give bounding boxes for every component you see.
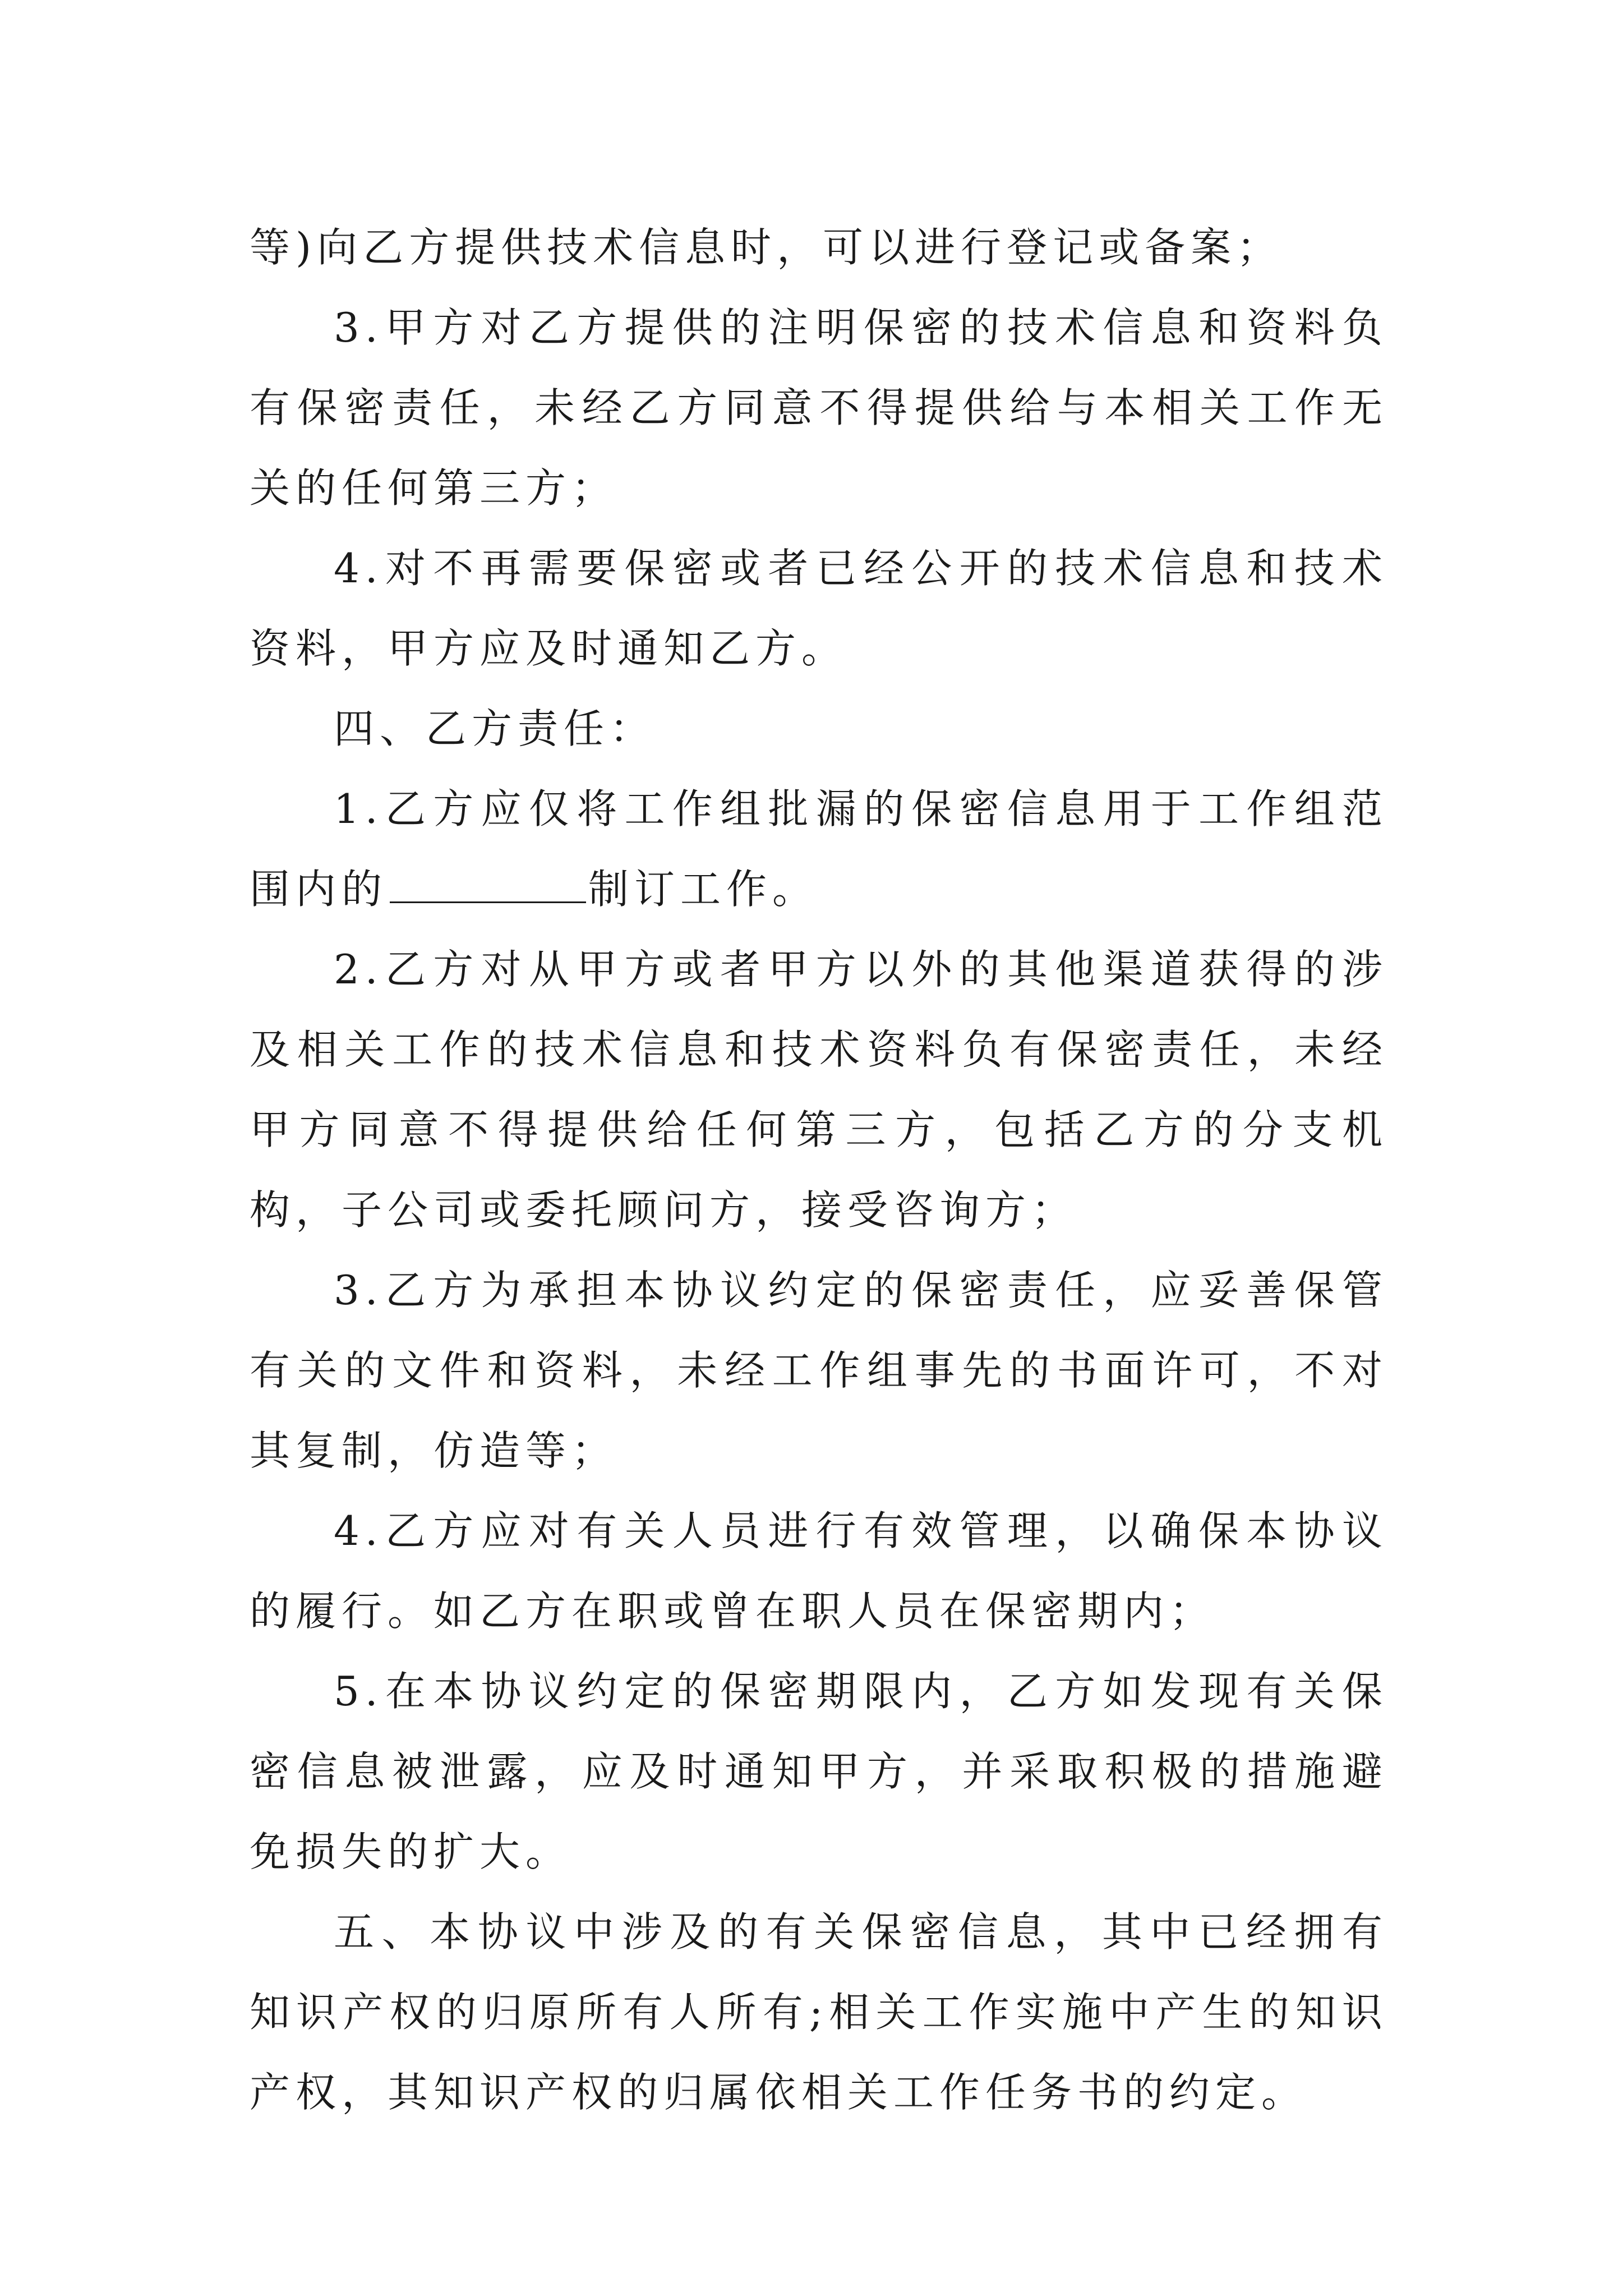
paragraph-2: 3.甲方对乙方提供的注明保密的技术信息和资料负有保密责任，未经乙方同意不得提供给与本相关工作无关的任何第三方； <box>250 304 1388 512</box>
document-body <box>250 208 1388 2133</box>
fill-in-blank <box>390 868 586 903</box>
paragraph-7: 3.乙方为承担本协议约定的保密责任，应妥善保管有关的文件和资料，未经工作组事先的书面许可，不对其复制，仿造等； <box>250 1267 1388 1474</box>
paragraph-5 <box>250 769 1388 930</box>
paragraph-3: 4.对不再需要保密或者已经公开的技术信息和技术资料，甲方应及时通知乙方。 <box>250 545 1388 672</box>
paragraph-5-before: 1.乙方应仅将工作组批漏的保密信息用于工作组范围内的 <box>250 785 1388 913</box>
paragraph-6: 2.乙方对从甲方或者甲方以外的其他渠道获得的涉及相关工作的技术信息和技术资料负有保密责任，未经甲方同意不得提供给任何第三方，包括乙方的分支机构，子公司或委托顾问方，接受咨询方； <box>250 946 1388 1234</box>
paragraph-10: 五、本协议中涉及的有关保密信息，其中已经拥有知识产权的归原所有人所有;相关工作实施中产生的知识产权，其知识产权的归属依相关工作任务书的约定。 <box>250 1908 1388 2116</box>
paragraph-8: 4.乙方应对有关人员进行有效管理，以确保本协议的履行。如乙方在职或曾在职人员在保密期内； <box>250 1507 1388 1635</box>
paragraph-1: 等)向乙方提供技术信息时，可以进行登记或备案； <box>250 224 1283 271</box>
paragraph-5-after: 制订工作。 <box>588 866 819 913</box>
section-heading-4: 四、乙方责任： <box>334 705 656 752</box>
paragraph-9: 5.在本协议约定的保密期限内，乙方如发现有关保密信息被泄露，应及时通知甲方，并采取积极的措施避免损失的扩大。 <box>250 1668 1388 1875</box>
